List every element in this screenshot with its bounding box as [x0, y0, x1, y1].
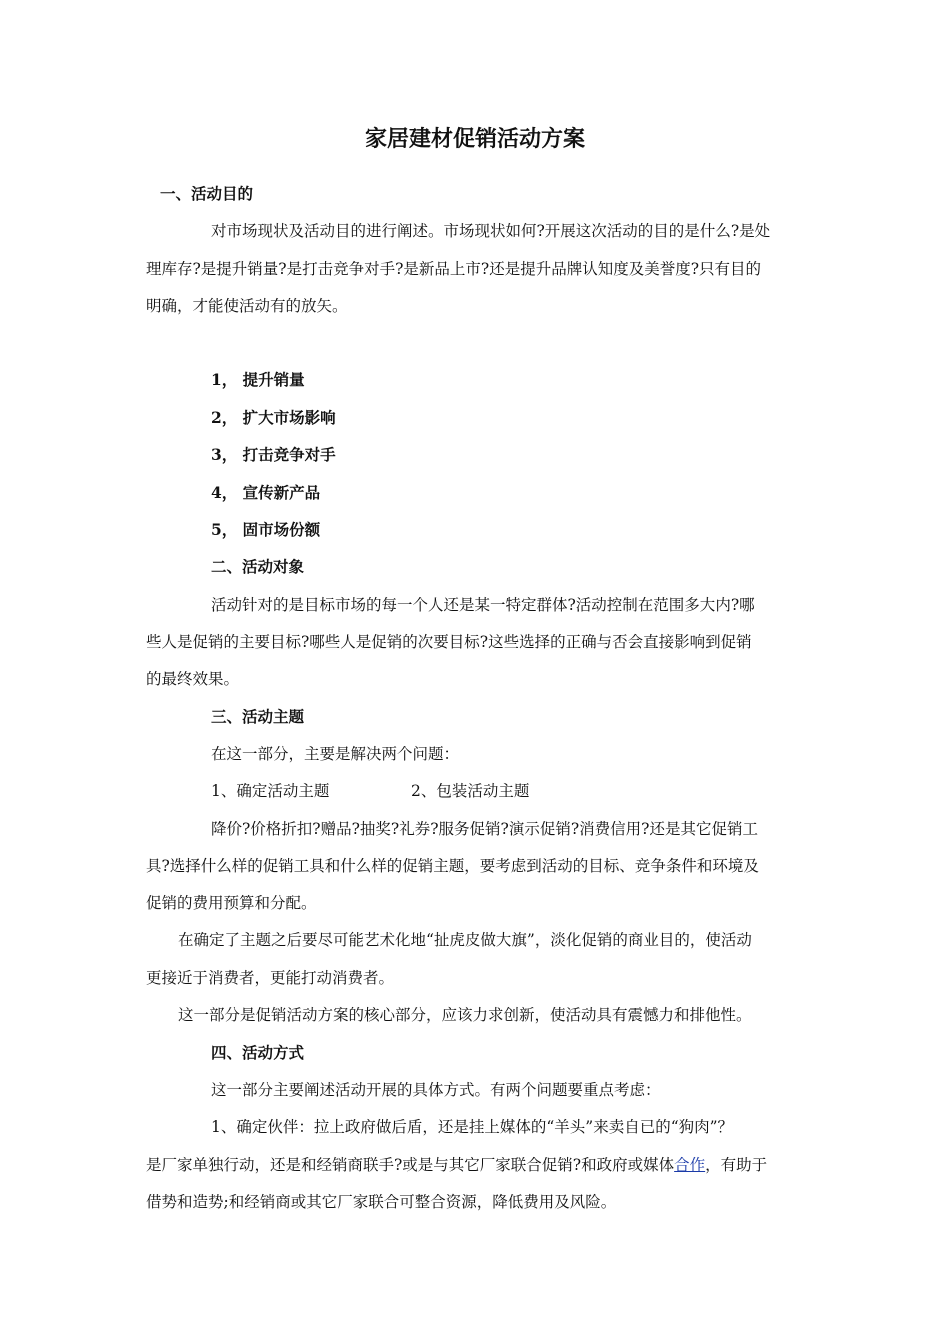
theme-option-1: 1、确定活动主题 — [211, 782, 330, 800]
paragraph-line: 些人是促销的主要目标?哪些人是促销的次要目标?这些选择的正确与否会直接影响到促销 — [146, 633, 752, 651]
paragraph-text: ，有助于 — [705, 1156, 768, 1174]
paragraph-line: 理库存?是提升销量?是打击竞争对手?是新品上市?还是提升品牌认知度及美誉度?只有目的 — [146, 260, 762, 278]
list-item: 4， 宣传新产品 — [211, 483, 321, 502]
list-item: 5， 固市场份额 — [211, 520, 321, 539]
document-title: 家居建材促销活动方案 — [364, 126, 585, 152]
paragraph-line: 借势和造势;和经销商或其它厂家联合可整合资源，降低费用及风险。 — [146, 1193, 617, 1211]
list-item: 2， 扩大市场影响 — [211, 408, 336, 427]
paragraph-line: 降价?价格折扣?赠品?抽奖?礼券?服务促销?演示促销?消费信用?还是其它促销工 — [211, 820, 758, 838]
paragraph-line: 的最终效果。 — [146, 670, 240, 688]
paragraph-line: 这一部分是促销活动方案的核心部分，应该力求创新，使活动具有震憾力和排他性。 — [178, 1006, 752, 1024]
section-heading-2: 二、活动对象 — [211, 557, 305, 576]
paragraph-line: 明确，才能使活动有的放矢。 — [146, 297, 348, 315]
paragraph-line: 促销的费用预算和分配。 — [146, 894, 317, 912]
section-heading-4: 四、活动方式 — [211, 1043, 305, 1062]
cooperation-link[interactable]: 合作 — [674, 1156, 706, 1174]
paragraph-line: 在这一部分，主要是解决两个问题： — [211, 745, 460, 763]
paragraph-text: 是厂家单独行动，还是和经销商联手?或是与其它厂家联合促销?和政府或媒体 — [146, 1156, 675, 1174]
list-item: 1， 提升销量 — [211, 370, 305, 389]
paragraph-line: 在确定了主题之后要尽可能艺术化地“扯虎皮做大旗”，淡化促销的商业目的，使活动 — [178, 931, 752, 949]
paragraph-line: 这一部分主要阐述活动开展的具体方式。有两个问题要重点考虑： — [211, 1081, 661, 1099]
section-heading-1: 一、活动目的 — [160, 184, 254, 203]
paragraph-line: 活动针对的是目标市场的每一个人还是某一特定群体?活动控制在范围多大内?哪 — [211, 596, 755, 614]
paragraph-line: 具?选择什么样的促销工具和什么样的促销主题，要考虑到活动的目标、竞争条件和环境及 — [146, 857, 759, 875]
section-heading-3: 三、活动主题 — [211, 707, 305, 726]
theme-option-2: 2、包装活动主题 — [411, 782, 530, 800]
paragraph-line: 对市场现状及活动目的进行阐述。市场现状如何?开展这次活动的目的是什么?是处 — [211, 222, 771, 240]
paragraph-line — [146, 1155, 767, 1175]
paragraph-line: 更接近于消费者，更能打动消费者。 — [146, 969, 395, 987]
paragraph-line: 1、确定伙伴：拉上政府做后盾，还是挂上媒体的“羊头”来卖自已的“狗肉”？ — [211, 1118, 734, 1136]
list-item: 3， 打击竞争对手 — [211, 445, 336, 464]
